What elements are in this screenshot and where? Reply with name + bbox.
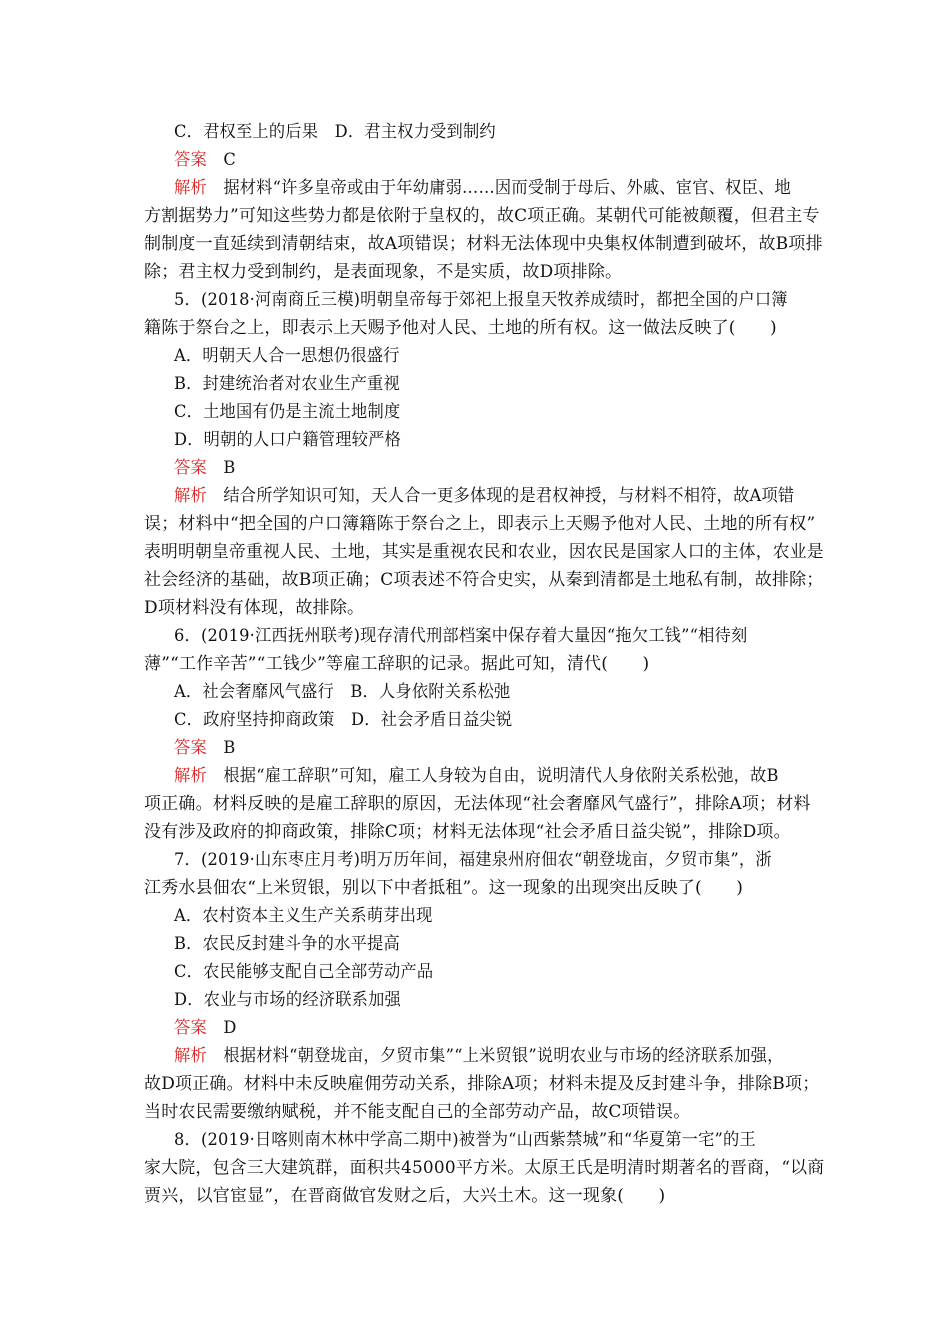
q4-analysis-line-4: 除；君主权力受到制约，是表面现象，不是实质，故D项排除。 xyxy=(144,262,623,282)
q4-analysis-line-1: 解析 据材料“许多皇帝或由于年幼庸弱……因而受制于母后、外戚、宦官、权臣、地 xyxy=(174,178,791,198)
q5-option-a: A．明朝天人合一思想仍很盛行 xyxy=(174,346,400,366)
q7-stem-line-2: 江秀水县佃农“上米贸银，别以下中者抵租”。这一现象的出现突出反映了( ) xyxy=(144,878,744,898)
q6-answer: B xyxy=(223,738,236,758)
q7-stem-line-1: 7．(2019·山东枣庄月考)明万历年间，福建泉州府佃农“朝登垅亩，夕贸市集”，浙 xyxy=(174,850,772,870)
answer-label: 答案 xyxy=(174,738,207,758)
q4-analysis-line-3: 制制度一直延续到清朝结束，故A项错误；材料无法体现中央集权体制遭到破坏，故B项排 xyxy=(144,234,823,254)
q5-analysis-line-4: 社会经济的基础，故B项正确；C项表述不符合史实，从秦到清都是土地私有制，故排除； xyxy=(144,570,824,590)
q4-option-cd: C．君权至上的后果 D．君主权力受到制约 xyxy=(174,122,496,142)
q5-analysis-line-1: 解析 结合所学知识可知，天人合一更多体现的是君权神授，与材料不相符，故A项错 xyxy=(174,486,795,506)
q5-answer-line xyxy=(174,457,824,479)
q4-answer: C xyxy=(223,150,236,170)
q4-answer-line xyxy=(174,149,824,171)
q6-stem-line-1: 6．(2019·江西抚州联考)现存清代刑部档案中保存着大量因“拖欠工钱”“相待刻 xyxy=(174,626,748,646)
q7-option-b: B．农民反封建斗争的水平提高 xyxy=(174,934,400,954)
answer-label: 答案 xyxy=(174,458,207,478)
q5-stem-line-2: 籍陈于祭台之上，即表示上天赐予他对人民、土地的所有权。这一做法反映了( ) xyxy=(144,318,777,338)
answer-label: 答案 xyxy=(174,150,207,170)
analysis-label: 解析 xyxy=(174,178,207,198)
analysis-label: 解析 xyxy=(174,766,207,786)
q6-analysis-line-2: 项正确。材料反映的是雇工辞职的原因，无法体现“社会奢靡风气盛行”，排除A项；材料 xyxy=(144,794,811,814)
q7-option-c: C．农民能够支配自己全部劳动产品 xyxy=(174,962,434,982)
q7-analysis-line-1: 解析 根据材料“朝登垅亩，夕贸市集”“上米贸银”说明农业与市场的经济联系加强， xyxy=(174,1046,784,1066)
q5-option-c: C．土地国有仍是主流土地制度 xyxy=(174,402,401,422)
q5-stem-line-1: 5．(2018·河南商丘三模)明朝皇帝每于郊祀上报皇天牧养成绩时，都把全国的户口簿 xyxy=(174,290,788,310)
q5-analysis-line-2: 误；材料中“把全国的户口簿籍陈于祭台之上，即表示上天赐予他对人民、土地的所有权” xyxy=(144,514,816,534)
q7-option-d: D．农业与市场的经济联系加强 xyxy=(174,990,401,1010)
q6-options-ab: A．社会奢靡风气盛行 B．人身依附关系松弛 xyxy=(174,682,511,702)
q8-stem-line-2: 家大院，包含三大建筑群，面积共45000平方米。太原王氏是明清时期著名的晋商，“以商 xyxy=(144,1158,825,1178)
q7-analysis-line-3: 当时农民需要缴纳赋税，并不能支配自己的全部劳动产品，故C项错误。 xyxy=(144,1102,691,1122)
answer-label: 答案 xyxy=(174,1018,207,1038)
q8-stem-line-1: 8．(2019·日喀则南木林中学高二期中)被誉为“山西紫禁城”和“华夏第一宅”的王 xyxy=(174,1130,756,1150)
q5-analysis-line-3: 表明明朝皇帝重视人民、土地，其实是重视农民和农业，因农民是国家人口的主体，农业是 xyxy=(144,542,824,562)
q6-stem-line-2: 薄”“工作辛苦”“工钱少”等雇工辞职的记录。据此可知，清代( ) xyxy=(144,654,650,674)
q6-answer-line xyxy=(174,737,824,759)
q5-option-d: D．明朝的人口户籍管理较严格 xyxy=(174,430,401,450)
q4-analysis-line-2: 方割据势力”可知这些势力都是依附于皇权的，故C项正确。某朝代可能被颠覆，但君主专 xyxy=(144,206,820,226)
q6-analysis-line-3: 没有涉及政府的抑商政策，排除C项；材料无法体现“社会矛盾日益尖锐”，排除D项。 xyxy=(144,822,791,842)
q7-answer: D xyxy=(223,1018,237,1038)
analysis-label: 解析 xyxy=(174,486,207,506)
analysis-label: 解析 xyxy=(174,1046,207,1066)
q7-option-a: A．农村资本主义生产关系萌芽出现 xyxy=(174,906,433,926)
q7-answer-line xyxy=(174,1017,824,1039)
q6-analysis-line-1: 解析 根据“雇工辞职”可知，雇工人身较为自由，说明清代人身依附关系松弛，故B xyxy=(174,766,779,786)
q5-option-b: B．封建统治者对农业生产重视 xyxy=(174,374,400,394)
q8-stem-line-3: 贾兴，以官宦显”，在晋商做官发财之后，大兴土木。这一现象( ) xyxy=(144,1186,666,1206)
q6-options-cd: C．政府坚持抑商政策 D．社会矛盾日益尖锐 xyxy=(174,710,513,730)
q5-analysis-line-5: D项材料没有体现，故排除。 xyxy=(144,598,365,618)
q7-analysis-line-2: 故D项正确。材料中未反映雇佣劳动关系，排除A项；材料未提及反封建斗争，排除B项； xyxy=(144,1074,820,1094)
q5-answer: B xyxy=(223,458,236,478)
